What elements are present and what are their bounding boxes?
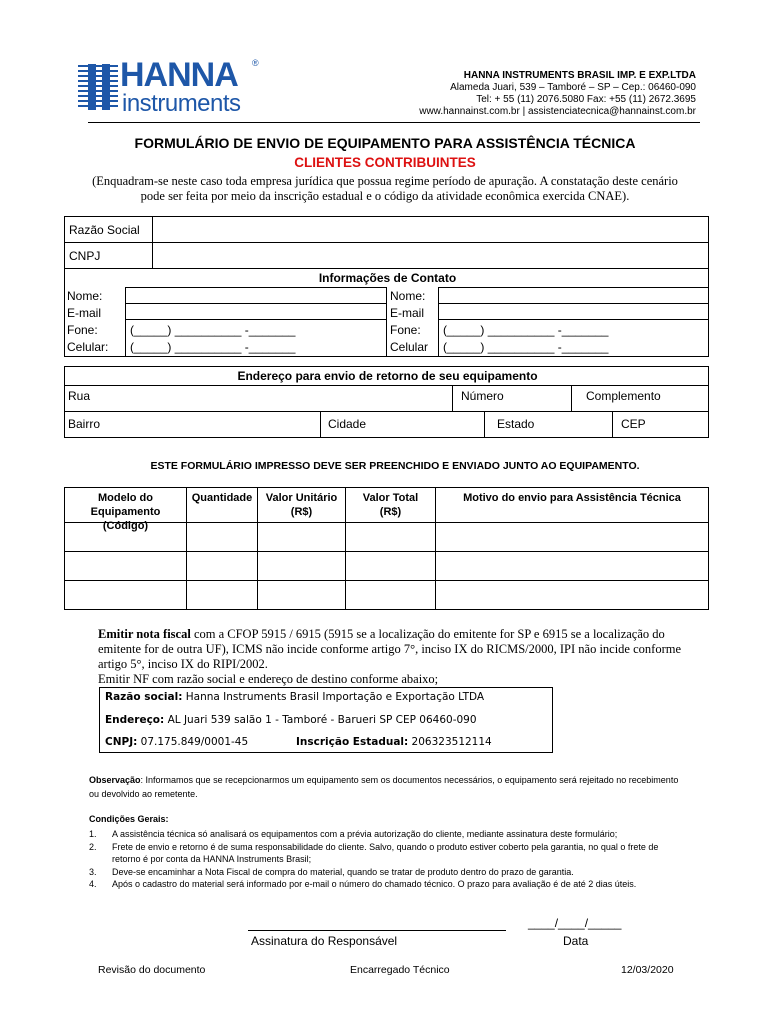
th-quantidade-l1: Quantidade (191, 492, 253, 504)
company-phones: Tel: + 55 (11) 2076.5080 Fax: +55 (11) 2672.3695 (476, 94, 696, 105)
dest-ie-value: 206323512114 (408, 736, 492, 748)
complemento-input[interactable] (571, 385, 709, 412)
conditions-list (89, 828, 709, 891)
notice-text: ESTE FORMULÁRIO IMPRESSO DEVE SER PREENCHIDO E ENVIADO JUNTO AO EQUIPAMENTO. (150, 460, 640, 472)
table-row-1-quantidade[interactable] (186, 522, 258, 552)
cep-input[interactable] (612, 411, 709, 438)
cnpj-label: CNPJ (69, 249, 101, 263)
estado-label: Estado (497, 417, 535, 431)
company-name: HANNA INSTRUMENTS BRASIL IMP. E EXP.LTDA (463, 70, 696, 81)
left-email-input[interactable] (125, 303, 387, 320)
logo-hanna-text: HANNA (120, 56, 238, 94)
condition-num: 4. (89, 879, 97, 889)
table-row-3-quantidade[interactable] (186, 580, 258, 610)
left-nome-input[interactable] (125, 287, 387, 304)
table-row-3-valor-total[interactable] (345, 580, 436, 610)
nf-line-2: emitente for de outra UF), ICMS não incide conforme artigo 7°, inciso IX do RICMS/2000, IPI não incide conforme (98, 642, 682, 656)
right-nome-label: Nome: (390, 289, 426, 303)
dest-endereco-value: AL Juari 539 salão 1 - Tamboré - Barueri SP CEP 06460-090 (164, 714, 477, 726)
cnpj-input[interactable] (152, 242, 709, 269)
signature-line[interactable] (248, 930, 506, 931)
intro-text (60, 174, 710, 204)
condition-num: 1. (89, 829, 97, 839)
dest-endereco-label: Endereço: (105, 714, 165, 726)
right-email-label: E-mail (390, 306, 425, 320)
cidade-input[interactable] (320, 411, 485, 438)
condition-text: Frete de envio e retorno é de suma responsabilidade do cliente. Salvo, quando o produto estiver coberto pela garantia, no qual o frete de (112, 841, 659, 852)
right-fone-input[interactable]: (_____) __________ -_______ (443, 323, 609, 337)
list-item (89, 853, 709, 866)
obs-text-2: ou devolvido ao remetente. (89, 789, 198, 799)
condition-text: Deve-se encaminhar a Nota Fiscal de compra do material, quando se tratar de produto dentro do prazo de garantia. (112, 866, 574, 877)
cnpj-label-cell (64, 242, 153, 269)
th-valor-unitario-l1: Valor Unitário (265, 492, 338, 504)
signature-label: Assinatura do Responsável (251, 934, 398, 948)
table-row-2-quantidade[interactable] (186, 551, 258, 581)
condition-text: retorno é por conta da HANNA Instruments Brasil; (112, 854, 312, 864)
rua-label: Rua (68, 389, 91, 403)
razao-label: Razão Social (69, 223, 140, 237)
right-celular-label: Celular (390, 340, 429, 354)
intro-line-2: pode ser feita por meio da inscrição estadual e o código da atividade econômica exercida CNAE). (140, 189, 630, 203)
razao-input[interactable] (152, 216, 709, 243)
hanna-logo (78, 58, 264, 120)
bairro-label: Bairro (68, 417, 101, 431)
table-row-2-valor-total[interactable] (345, 551, 436, 581)
th-quantidade (186, 487, 258, 523)
list-item (89, 866, 709, 879)
dest-razao-label: Razão social: (105, 691, 183, 703)
footer-revision: Revisão do documento (98, 964, 206, 976)
right-celular-input[interactable]: (_____) __________ -_______ (443, 340, 609, 354)
table-row-1-valor-total[interactable] (345, 522, 436, 552)
cep-label: CEP (621, 417, 646, 431)
logo-mark (78, 62, 118, 114)
nf-line-1: com a CFOP 5915 / 6915 (5915 se a localização do emitente for SP e 6915 se a localização do (190, 627, 665, 641)
left-nome-label: Nome: (67, 289, 103, 303)
page-title: FORMULÁRIO DE ENVIO DE EQUIPAMENTO PARA ASSISTÊNCIA TÉCNICA (134, 135, 636, 151)
cidade-label: Cidade (328, 417, 367, 431)
rua-input[interactable] (64, 385, 453, 412)
footer-encarregado: Encarregado Técnico (350, 964, 450, 976)
list-item (89, 841, 709, 854)
table-row-3-modelo[interactable] (64, 580, 187, 610)
th-valor-total-l2: (R$) (379, 506, 402, 518)
date-blank[interactable]: ____/____/_____ (528, 916, 622, 930)
obs-label: Observação (89, 775, 141, 785)
table-row-3-motivo[interactable] (435, 580, 709, 610)
left-fone-input[interactable]: (_____) __________ -_______ (130, 323, 296, 337)
company-block (419, 70, 696, 118)
intro-line-1: (Enquadram-se neste caso toda empresa jurídica que possua regime período de apuração. A constatação deste cenário (92, 174, 678, 188)
table-row-1-modelo[interactable] (64, 522, 187, 552)
th-modelo-l1: Modelo do Equipamento (90, 492, 161, 518)
th-valor-unitario-l2: (R$) (290, 506, 313, 518)
list-item (89, 828, 709, 841)
th-modelo (64, 487, 187, 532)
th-valor-total-l1: Valor Total (362, 492, 419, 504)
left-fone-label: Fone: (67, 323, 98, 337)
right-email-input[interactable] (438, 303, 709, 320)
table-row-2-modelo[interactable] (64, 551, 187, 581)
table-row-1-motivo[interactable] (435, 522, 709, 552)
left-celular-label: Celular: (67, 340, 109, 354)
condition-num (89, 853, 112, 866)
dest-cnpj-label: CNPJ: (105, 736, 138, 748)
razao-label-cell (64, 216, 153, 243)
th-modelo-l2: (Código) (102, 520, 149, 532)
numero-label: Número (461, 389, 504, 403)
th-valor-unitario (257, 487, 346, 523)
right-divider (386, 287, 387, 357)
condition-num: 2. (89, 841, 97, 852)
table-row-1-valor-unitario[interactable] (257, 522, 346, 552)
nf-bold: Emitir nota fiscal (98, 627, 191, 641)
numero-input[interactable] (452, 385, 572, 412)
right-fone-label: Fone: (390, 323, 421, 337)
dest-cnpj-value: 07.175.849/0001-45 (137, 736, 249, 748)
address-header-cell (64, 366, 709, 386)
nf-line-4: Emitir NF com razão social e endereço de destino conforme abaixo; (98, 672, 439, 686)
th-valor-total (345, 487, 436, 523)
th-motivo (435, 487, 709, 523)
bairro-input[interactable] (64, 411, 321, 438)
logo-reg: ® (252, 58, 259, 68)
logo-instruments-text: instruments (122, 90, 241, 117)
table-row-2-valor-unitario[interactable] (257, 551, 346, 581)
page-subtitle: CLIENTES CONTRIBUINTES (294, 155, 476, 170)
right-nome-input[interactable] (438, 287, 709, 304)
th-motivo-l1: Motivo do envio para Assistência Técnica (463, 492, 681, 504)
nf-line-3: artigo 5°, inciso IX do RIPI/2002. (98, 657, 268, 671)
dest-ie-label: Inscrição Estadual: (296, 736, 409, 748)
company-address: Alameda Juari, 539 – Tamboré – SP – Cep.: 06460-090 (450, 82, 696, 93)
destination-box (99, 687, 553, 753)
table-row-2-motivo[interactable] (435, 551, 709, 581)
footer-date: 12/03/2020 (621, 964, 674, 976)
date-label: Data (563, 934, 589, 948)
contact-header: Informações de Contato (318, 271, 457, 285)
right-phones-area (438, 319, 439, 357)
contact-header-cell (64, 268, 709, 288)
condition-text: Após o cadastro do material será informado por e-mail o número do chamado técnico. O prazo para avaliação é de até 2 dias úteis. (112, 879, 637, 889)
left-celular-input[interactable]: (_____) __________ -_______ (130, 340, 296, 354)
obs-text-1: : Informamos que se recepcionarmos um equipamento sem os documentos necessários, o equipamento será rejeitado no recebimento (140, 775, 679, 785)
list-item (89, 878, 709, 891)
nf-paragraph (98, 627, 708, 687)
left-email-label: E-mail (67, 306, 102, 320)
table-row-3-valor-unitario[interactable] (257, 580, 346, 610)
estado-input[interactable] (484, 411, 613, 438)
condition-num: 3. (89, 866, 97, 877)
header-divider (88, 122, 700, 123)
observacao (89, 773, 709, 801)
dest-razao-value: Hanna Instruments Brasil Importação e Exportação LTDA (182, 691, 485, 703)
complemento-label: Complemento (586, 389, 661, 403)
company-web: www.hannainst.com.br | assistenciatecnica@hannainst.com.br (419, 106, 696, 117)
condition-text: A assistência técnica só analisará os equipamentos com a prévia autorização do cliente, mediante assinatura deste formulário; (112, 829, 618, 839)
conditions-title: Condições Gerais: (89, 814, 169, 824)
address-header: Endereço para envio de retorno de seu equipamento (237, 369, 538, 383)
